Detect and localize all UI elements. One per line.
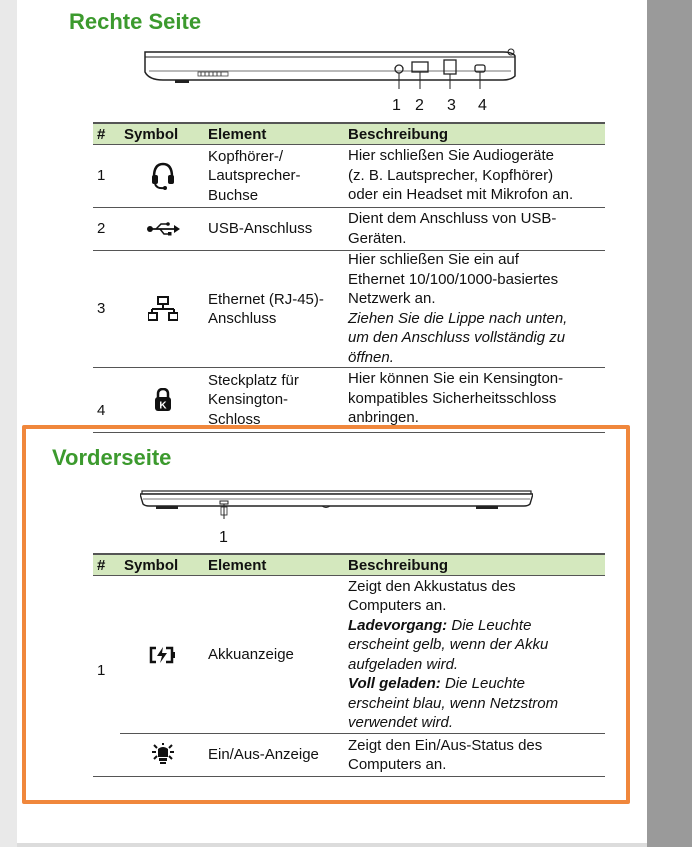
- header-symbol: Symbol: [124, 125, 179, 143]
- description-line: Ethernet 10/100/1000-basiertes: [348, 270, 559, 288]
- table-row: [93, 145, 605, 208]
- row-num: 3: [97, 300, 106, 318]
- row-num: 2: [97, 220, 106, 238]
- table-row: [93, 208, 605, 251]
- charging-label: Ladevorgang:: [348, 616, 448, 634]
- row-num: 1: [97, 662, 106, 680]
- description-line: Zeigt den Akkustatus des: [348, 577, 516, 595]
- description-line: Hier schließen Sie Audiogeräte: [348, 147, 554, 165]
- row-num: 4: [97, 401, 106, 419]
- usb-icon: [120, 221, 201, 237]
- header-num: #: [97, 556, 106, 574]
- element-line: USB-Anschluss: [208, 220, 313, 238]
- callout-3: 3: [447, 97, 456, 114]
- laptop-front-diagram: [140, 489, 533, 519]
- description-line: Hier können Sie ein Kensington-: [348, 370, 564, 387]
- row-description: [341, 368, 605, 430]
- row-element: Akkuanzeige: [208, 645, 294, 663]
- row-description: [341, 208, 605, 250]
- element-line: Anschluss: [208, 310, 277, 327]
- description-line: Netzwerk an.: [348, 290, 436, 307]
- table-row: [93, 368, 605, 430]
- element-line: Lautsprecher-: [208, 167, 301, 185]
- full-text: verwendet wird.: [348, 714, 454, 731]
- description-line: (z. B. Lautsprecher, Kopfhörer): [348, 166, 554, 184]
- row-num: 1: [97, 167, 106, 185]
- battery-charging-icon: [120, 646, 201, 664]
- description-line: oder ein Headset mit Mikrofon an.: [348, 186, 574, 204]
- header-description: Beschreibung: [348, 125, 449, 143]
- note-line: um den Anschluss vollständig zu: [348, 329, 566, 346]
- heading-right-side: Rechte Seite: [69, 9, 202, 34]
- element-line: Buchse: [208, 186, 259, 204]
- row-description: [341, 736, 605, 775]
- right-side-table: [93, 122, 605, 430]
- description-line: Dient dem Anschluss von USB-: [348, 210, 557, 227]
- header-element: Element: [208, 125, 267, 143]
- description-line: anbringen.: [348, 409, 419, 426]
- row-element: Ein/Aus-Anzeige: [208, 746, 319, 764]
- page-bottom-edge: [17, 843, 647, 847]
- description-line: Computers an.: [348, 597, 447, 614]
- element-line: Schloss: [208, 410, 261, 428]
- description-line: Zeigt den Ein/Aus-Status des: [348, 736, 543, 754]
- row-description: [341, 577, 605, 733]
- description-line: Geräten.: [348, 229, 407, 247]
- table-header: [93, 553, 605, 576]
- sub-row-power: [120, 733, 605, 776]
- header-symbol: Symbol: [124, 556, 179, 574]
- charging-line: [348, 616, 605, 636]
- row-description: [341, 145, 605, 207]
- full-label: Voll geladen:: [348, 675, 441, 692]
- front-callout-1: 1: [219, 529, 228, 546]
- description-line: Computers an.: [348, 756, 447, 773]
- callout-2: 2: [415, 97, 424, 114]
- description-line: kompatibles Sicherheitsschloss: [348, 389, 557, 407]
- charging-text: Die Leuchte: [451, 616, 532, 634]
- header-description: Beschreibung: [348, 556, 449, 574]
- header-element: Element: [208, 556, 267, 574]
- front-table: [93, 553, 605, 777]
- note-line: öffnen.: [348, 348, 394, 366]
- full-line: [348, 674, 605, 694]
- heading-front: Vorderseite: [52, 445, 172, 470]
- charging-text: erscheint gelb, wenn der Akku: [348, 636, 549, 653]
- power-light-icon: [120, 743, 201, 767]
- row-element: [201, 371, 341, 430]
- header-num: #: [97, 125, 106, 143]
- full-text: erscheint blau, wenn Netzstrom: [348, 694, 559, 712]
- element-line: Kensington-: [208, 391, 289, 409]
- svg-text:K: K: [158, 400, 167, 412]
- charging-text: aufgeladen wird.: [348, 655, 459, 673]
- element-line: Kopfhörer-/: [208, 147, 284, 165]
- table-row: [93, 576, 605, 777]
- kensington-lock-icon: [120, 368, 201, 412]
- row-element: [201, 147, 341, 206]
- full-text: Die Leuchte: [444, 675, 526, 692]
- note-line: Ziehen Sie die Lippe nach unten,: [348, 309, 568, 327]
- element-line: Ethernet (RJ-45)-: [208, 290, 324, 308]
- ethernet-icon: [120, 296, 201, 322]
- callout-1: 1: [392, 97, 401, 114]
- sub-row-battery: [120, 576, 605, 733]
- table-header: [93, 122, 605, 145]
- row-items: [120, 576, 605, 776]
- callout-4: 4: [478, 97, 487, 114]
- description-line: Hier schließen Sie ein auf: [348, 251, 519, 268]
- headset-icon: [120, 160, 201, 192]
- row-element: [201, 290, 341, 329]
- row-element: [201, 219, 341, 239]
- element-line: Steckplatz für: [208, 371, 299, 389]
- table-row: [93, 251, 605, 368]
- row-description: [341, 249, 605, 369]
